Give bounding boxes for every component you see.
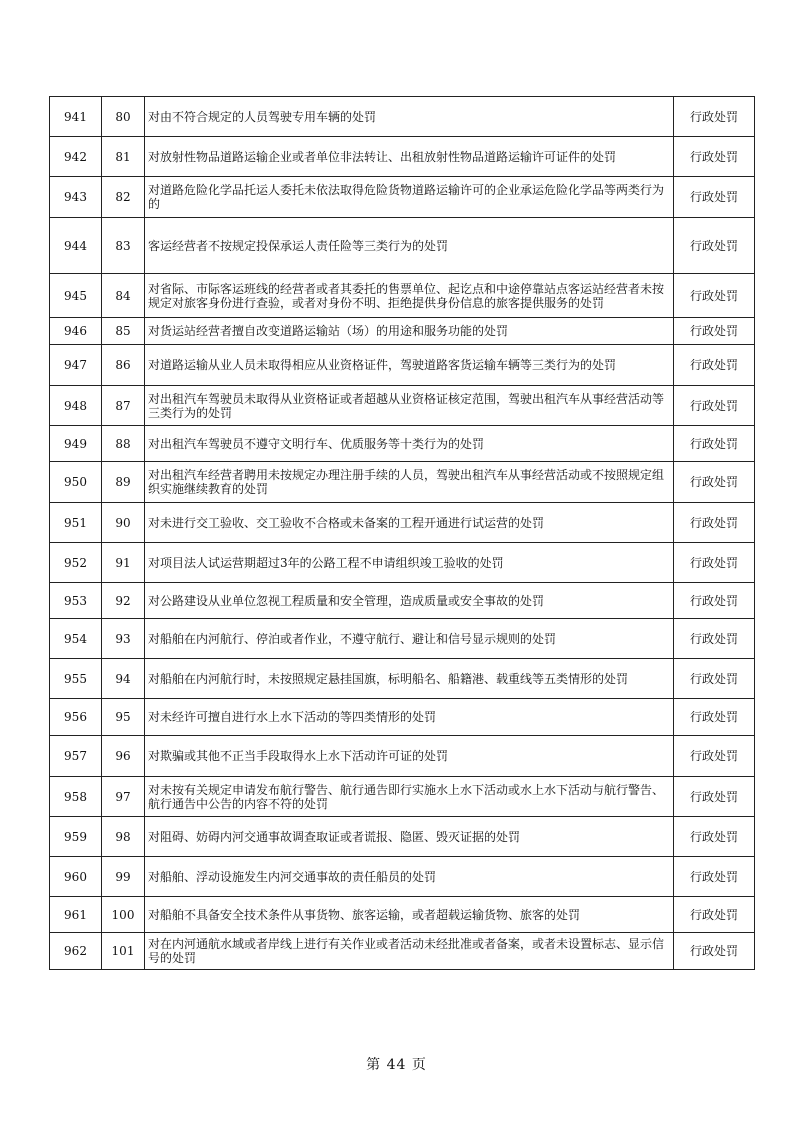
row-subindex-cell <box>102 426 145 462</box>
row-index-cell <box>50 777 102 817</box>
row-subindex-text: 95 <box>115 710 131 724</box>
row-item-text: 对船舶、浮动设施发生内河交通事故的责任船员的处罚 <box>148 869 437 884</box>
row-item-text: 对出租汽车经营者聘用未按规定办理注册手续的人员，驾驶出租汽车从事经营活动或不按照规定组织实施继续教育的处罚 <box>148 468 665 496</box>
row-item-cell <box>145 543 674 583</box>
row-item-text: 对放射性物品道路运输企业或者单位非法转让、出租放射性物品道路运输许可证件的处罚 <box>148 149 617 164</box>
row-type-cell <box>674 777 755 817</box>
row-index-text: 951 <box>64 515 87 530</box>
row-type-text: 行政处罚 <box>689 238 738 253</box>
row-index-cell <box>50 699 102 736</box>
row-index-cell <box>50 218 102 274</box>
row-item-cell <box>145 426 674 462</box>
row-type-cell <box>674 817 755 857</box>
row-subindex-text: 91 <box>115 555 131 570</box>
row-type-cell <box>674 426 755 462</box>
row-item-cell <box>145 659 674 699</box>
row-type-text: 行政处罚 <box>689 475 738 489</box>
row-subindex-cell <box>102 503 145 543</box>
row-subindex-cell <box>102 583 145 619</box>
table-row <box>50 318 755 345</box>
row-index-text: 947 <box>64 358 87 372</box>
row-index-cell <box>50 817 102 857</box>
table-row <box>50 345 755 386</box>
row-index-cell <box>50 274 102 318</box>
table-row <box>50 426 755 462</box>
row-type-text: 行政处罚 <box>689 869 738 884</box>
row-index-cell <box>50 659 102 699</box>
row-subindex-text: 83 <box>115 238 131 253</box>
row-type-text: 行政处罚 <box>689 515 738 530</box>
row-index-cell <box>50 619 102 659</box>
row-index-cell <box>50 503 102 543</box>
row-type-text: 行政处罚 <box>689 593 738 608</box>
row-item-cell <box>145 137 674 177</box>
row-subindex-cell <box>102 97 145 137</box>
row-type-cell <box>674 218 755 274</box>
row-item-cell <box>145 386 674 426</box>
row-item-cell <box>145 699 674 736</box>
row-index-text: 957 <box>64 749 87 763</box>
row-subindex-text: 80 <box>115 109 131 124</box>
row-index-text: 960 <box>64 869 87 884</box>
row-subindex-cell <box>102 543 145 583</box>
row-type-text: 行政处罚 <box>689 324 738 338</box>
row-index-cell <box>50 857 102 897</box>
row-index-text: 952 <box>64 555 87 570</box>
table-row <box>50 659 755 699</box>
row-index-text: 946 <box>64 324 87 338</box>
row-index-cell <box>50 137 102 177</box>
row-type-cell <box>674 583 755 619</box>
penalty-table <box>49 96 755 970</box>
row-index-text: 962 <box>64 944 87 958</box>
row-subindex-cell <box>102 897 145 933</box>
row-item-cell <box>145 274 674 318</box>
row-subindex-cell <box>102 699 145 736</box>
row-subindex-text: 99 <box>115 869 131 884</box>
row-index-text: 954 <box>64 631 87 646</box>
row-type-cell <box>674 933 755 970</box>
row-item-cell <box>145 933 674 970</box>
row-subindex-cell <box>102 619 145 659</box>
row-index-text: 961 <box>64 907 87 922</box>
row-item-text: 对船舶在内河航行、停泊或者作业，不遵守航行、避让和信号显示规则的处罚 <box>148 631 557 646</box>
row-item-text: 对出租汽车驾驶员不遵守文明行车、优质服务等十类行为的处罚 <box>148 436 485 451</box>
row-subindex-text: 84 <box>115 288 131 303</box>
table-row <box>50 897 755 933</box>
row-index-text: 959 <box>64 829 87 844</box>
row-type-text: 行政处罚 <box>689 190 738 204</box>
row-item-text: 对道路运输从业人员未取得相应从业资格证件，驾驶道路客货运输车辆等三类行为的处罚 <box>148 358 617 372</box>
row-subindex-text: 86 <box>115 358 131 372</box>
row-subindex-cell <box>102 777 145 817</box>
row-type-cell <box>674 97 755 137</box>
row-subindex-cell <box>102 386 145 426</box>
row-type-cell <box>674 345 755 386</box>
row-item-text: 对未进行交工验收、交工验收不合格或未备案的工程开通进行试运营的处罚 <box>148 515 545 530</box>
row-subindex-cell <box>102 857 145 897</box>
row-item-text: 对船舶在内河航行时，未按照规定悬挂国旗，标明船名、船籍港、载重线等五类情形的处罚 <box>148 671 629 686</box>
row-type-cell <box>674 462 755 503</box>
row-index-text: 953 <box>64 593 87 608</box>
row-subindex-text: 97 <box>115 789 131 804</box>
row-subindex-cell <box>102 137 145 177</box>
row-type-text: 行政处罚 <box>689 555 738 570</box>
row-subindex-text: 88 <box>115 436 131 451</box>
table-row <box>50 386 755 426</box>
page-number: 第 44 页 <box>366 1057 427 1073</box>
row-item-text: 对出租汽车驾驶员未取得从业资格证或者超越从业资格证核定范围，驾驶出租汽车从事经营活动等三类行为的处罚 <box>148 391 665 420</box>
table-body <box>50 97 755 970</box>
row-index-cell <box>50 897 102 933</box>
row-type-text: 行政处罚 <box>689 710 738 724</box>
table-row <box>50 619 755 659</box>
row-subindex-text: 92 <box>115 593 131 608</box>
row-type-cell <box>674 318 755 345</box>
row-item-cell <box>145 177 674 218</box>
row-item-text: 对在内河通航水域或者岸线上进行有关作业或者活动未经批准或者备案，或者未设置标志、显示信号的处罚 <box>148 937 665 965</box>
row-item-cell <box>145 218 674 274</box>
table-row <box>50 543 755 583</box>
row-item-text: 对货运站经营者擅自改变道路运输站（场）的用途和服务功能的处罚 <box>148 324 509 338</box>
row-type-cell <box>674 386 755 426</box>
row-type-cell <box>674 897 755 933</box>
row-type-cell <box>674 177 755 218</box>
row-type-text: 行政处罚 <box>689 436 738 451</box>
row-index-text: 955 <box>64 671 87 686</box>
row-index-cell <box>50 543 102 583</box>
row-index-cell <box>50 345 102 386</box>
row-type-cell <box>674 543 755 583</box>
row-subindex-cell <box>102 274 145 318</box>
row-item-text: 对阻碍、妨碍内河交通事故调查取证或者谎报、隐匿、毁灭证据的处罚 <box>148 829 521 844</box>
row-index-text: 949 <box>64 436 87 451</box>
row-item-cell <box>145 462 674 503</box>
table-row <box>50 933 755 970</box>
row-type-text: 行政处罚 <box>689 149 738 164</box>
row-index-text: 941 <box>64 109 87 124</box>
row-item-cell <box>145 345 674 386</box>
row-index-text: 948 <box>64 398 87 413</box>
row-type-text: 行政处罚 <box>689 631 738 646</box>
row-subindex-cell <box>102 462 145 503</box>
row-item-cell <box>145 817 674 857</box>
row-subindex-text: 81 <box>115 149 131 164</box>
row-subindex-text: 82 <box>115 190 131 204</box>
row-item-text: 客运经营者不按规定投保承运人责任险等三类行为的处罚 <box>148 238 449 253</box>
table-row <box>50 97 755 137</box>
row-item-text: 对项目法人试运营期超过3年的公路工程不申请组织竣工验收的处罚 <box>148 555 504 570</box>
row-index-text: 958 <box>64 789 87 804</box>
row-index-text: 945 <box>64 288 87 303</box>
table-row <box>50 583 755 619</box>
row-item-cell <box>145 777 674 817</box>
table-row <box>50 817 755 857</box>
row-type-cell <box>674 857 755 897</box>
row-index-cell <box>50 97 102 137</box>
row-index-cell <box>50 462 102 503</box>
row-type-cell <box>674 736 755 777</box>
row-subindex-text: 90 <box>115 515 131 530</box>
row-item-text: 对未按有关规定申请发布航行警告、航行通告即行实施水上水下活动或水上水下活动与航行警告、航行通告中公告的内容不符的处罚 <box>148 782 665 811</box>
row-type-text: 行政处罚 <box>689 398 738 413</box>
row-type-cell <box>674 274 755 318</box>
row-type-text: 行政处罚 <box>689 109 738 124</box>
row-type-text: 行政处罚 <box>689 288 738 303</box>
row-index-cell <box>50 386 102 426</box>
row-subindex-cell <box>102 177 145 218</box>
table-row <box>50 137 755 177</box>
row-item-cell <box>145 619 674 659</box>
row-item-text: 对公路建设从业单位忽视工程质量和安全管理，造成质量或安全事故的处罚 <box>148 593 545 608</box>
row-subindex-text: 98 <box>115 829 131 844</box>
row-subindex-text: 100 <box>111 907 135 922</box>
row-item-cell <box>145 583 674 619</box>
table-row <box>50 777 755 817</box>
row-item-cell <box>145 897 674 933</box>
row-index-text: 943 <box>64 190 87 204</box>
row-subindex-text: 94 <box>115 671 131 686</box>
row-type-cell <box>674 137 755 177</box>
table-row <box>50 699 755 736</box>
row-item-cell <box>145 736 674 777</box>
row-subindex-text: 93 <box>115 631 131 646</box>
row-index-text: 944 <box>64 238 87 253</box>
row-subindex-text: 89 <box>115 475 131 489</box>
row-item-cell <box>145 318 674 345</box>
table-row <box>50 462 755 503</box>
row-item-text: 对欺骗或其他不正当手段取得水上水下活动许可证的处罚 <box>148 749 449 763</box>
row-subindex-cell <box>102 736 145 777</box>
row-item-cell <box>145 97 674 137</box>
row-index-text: 956 <box>64 710 87 724</box>
row-index-text: 942 <box>64 149 87 164</box>
row-item-text: 对省际、市际客运班线的经营者或者其委托的售票单位、起讫点和中途停靠站点客运站经营者未按规定对旅客身份进行查验，或者对身份不明、拒绝提供身份信息的旅客提供服务的处罚 <box>148 281 665 310</box>
row-subindex-cell <box>102 218 145 274</box>
row-type-text: 行政处罚 <box>689 789 738 804</box>
row-subindex-text: 96 <box>115 749 131 763</box>
row-subindex-text: 85 <box>115 324 131 338</box>
table-row <box>50 177 755 218</box>
row-subindex-cell <box>102 817 145 857</box>
row-index-cell <box>50 318 102 345</box>
row-type-text: 行政处罚 <box>689 749 738 763</box>
row-subindex-cell <box>102 318 145 345</box>
row-type-cell <box>674 659 755 699</box>
row-subindex-text: 101 <box>111 944 135 958</box>
table-row <box>50 218 755 274</box>
row-type-text: 行政处罚 <box>689 829 738 844</box>
table-row <box>50 857 755 897</box>
row-item-cell <box>145 857 674 897</box>
row-index-text: 950 <box>64 475 87 489</box>
row-subindex-cell <box>102 345 145 386</box>
row-index-cell <box>50 583 102 619</box>
row-type-text: 行政处罚 <box>689 358 738 372</box>
row-type-cell <box>674 699 755 736</box>
row-item-cell <box>145 503 674 543</box>
table-row <box>50 274 755 318</box>
row-subindex-cell <box>102 933 145 970</box>
row-type-text: 行政处罚 <box>689 944 738 958</box>
row-type-text: 行政处罚 <box>689 907 738 922</box>
row-type-cell <box>674 503 755 543</box>
row-index-cell <box>50 426 102 462</box>
row-item-text: 对道路危险化学品托运人委托未依法取得危险货物道路运输许可的企业承运危险化学品等两类行为的 <box>148 183 665 211</box>
row-item-text: 对由不符合规定的人员驾驶专用车辆的处罚 <box>148 109 377 124</box>
row-type-text: 行政处罚 <box>689 671 738 686</box>
table-row <box>50 736 755 777</box>
row-subindex-text: 87 <box>115 398 131 413</box>
row-index-cell <box>50 736 102 777</box>
row-index-cell <box>50 933 102 970</box>
row-index-cell <box>50 177 102 218</box>
row-item-text: 对未经许可擅自进行水上水下活动的等四类情形的处罚 <box>148 710 437 724</box>
table-row <box>50 503 755 543</box>
row-type-cell <box>674 619 755 659</box>
row-item-text: 对船舶不具备安全技术条件从事货物、旅客运输，或者超载运输货物、旅客的处罚 <box>148 907 581 922</box>
row-subindex-cell <box>102 659 145 699</box>
